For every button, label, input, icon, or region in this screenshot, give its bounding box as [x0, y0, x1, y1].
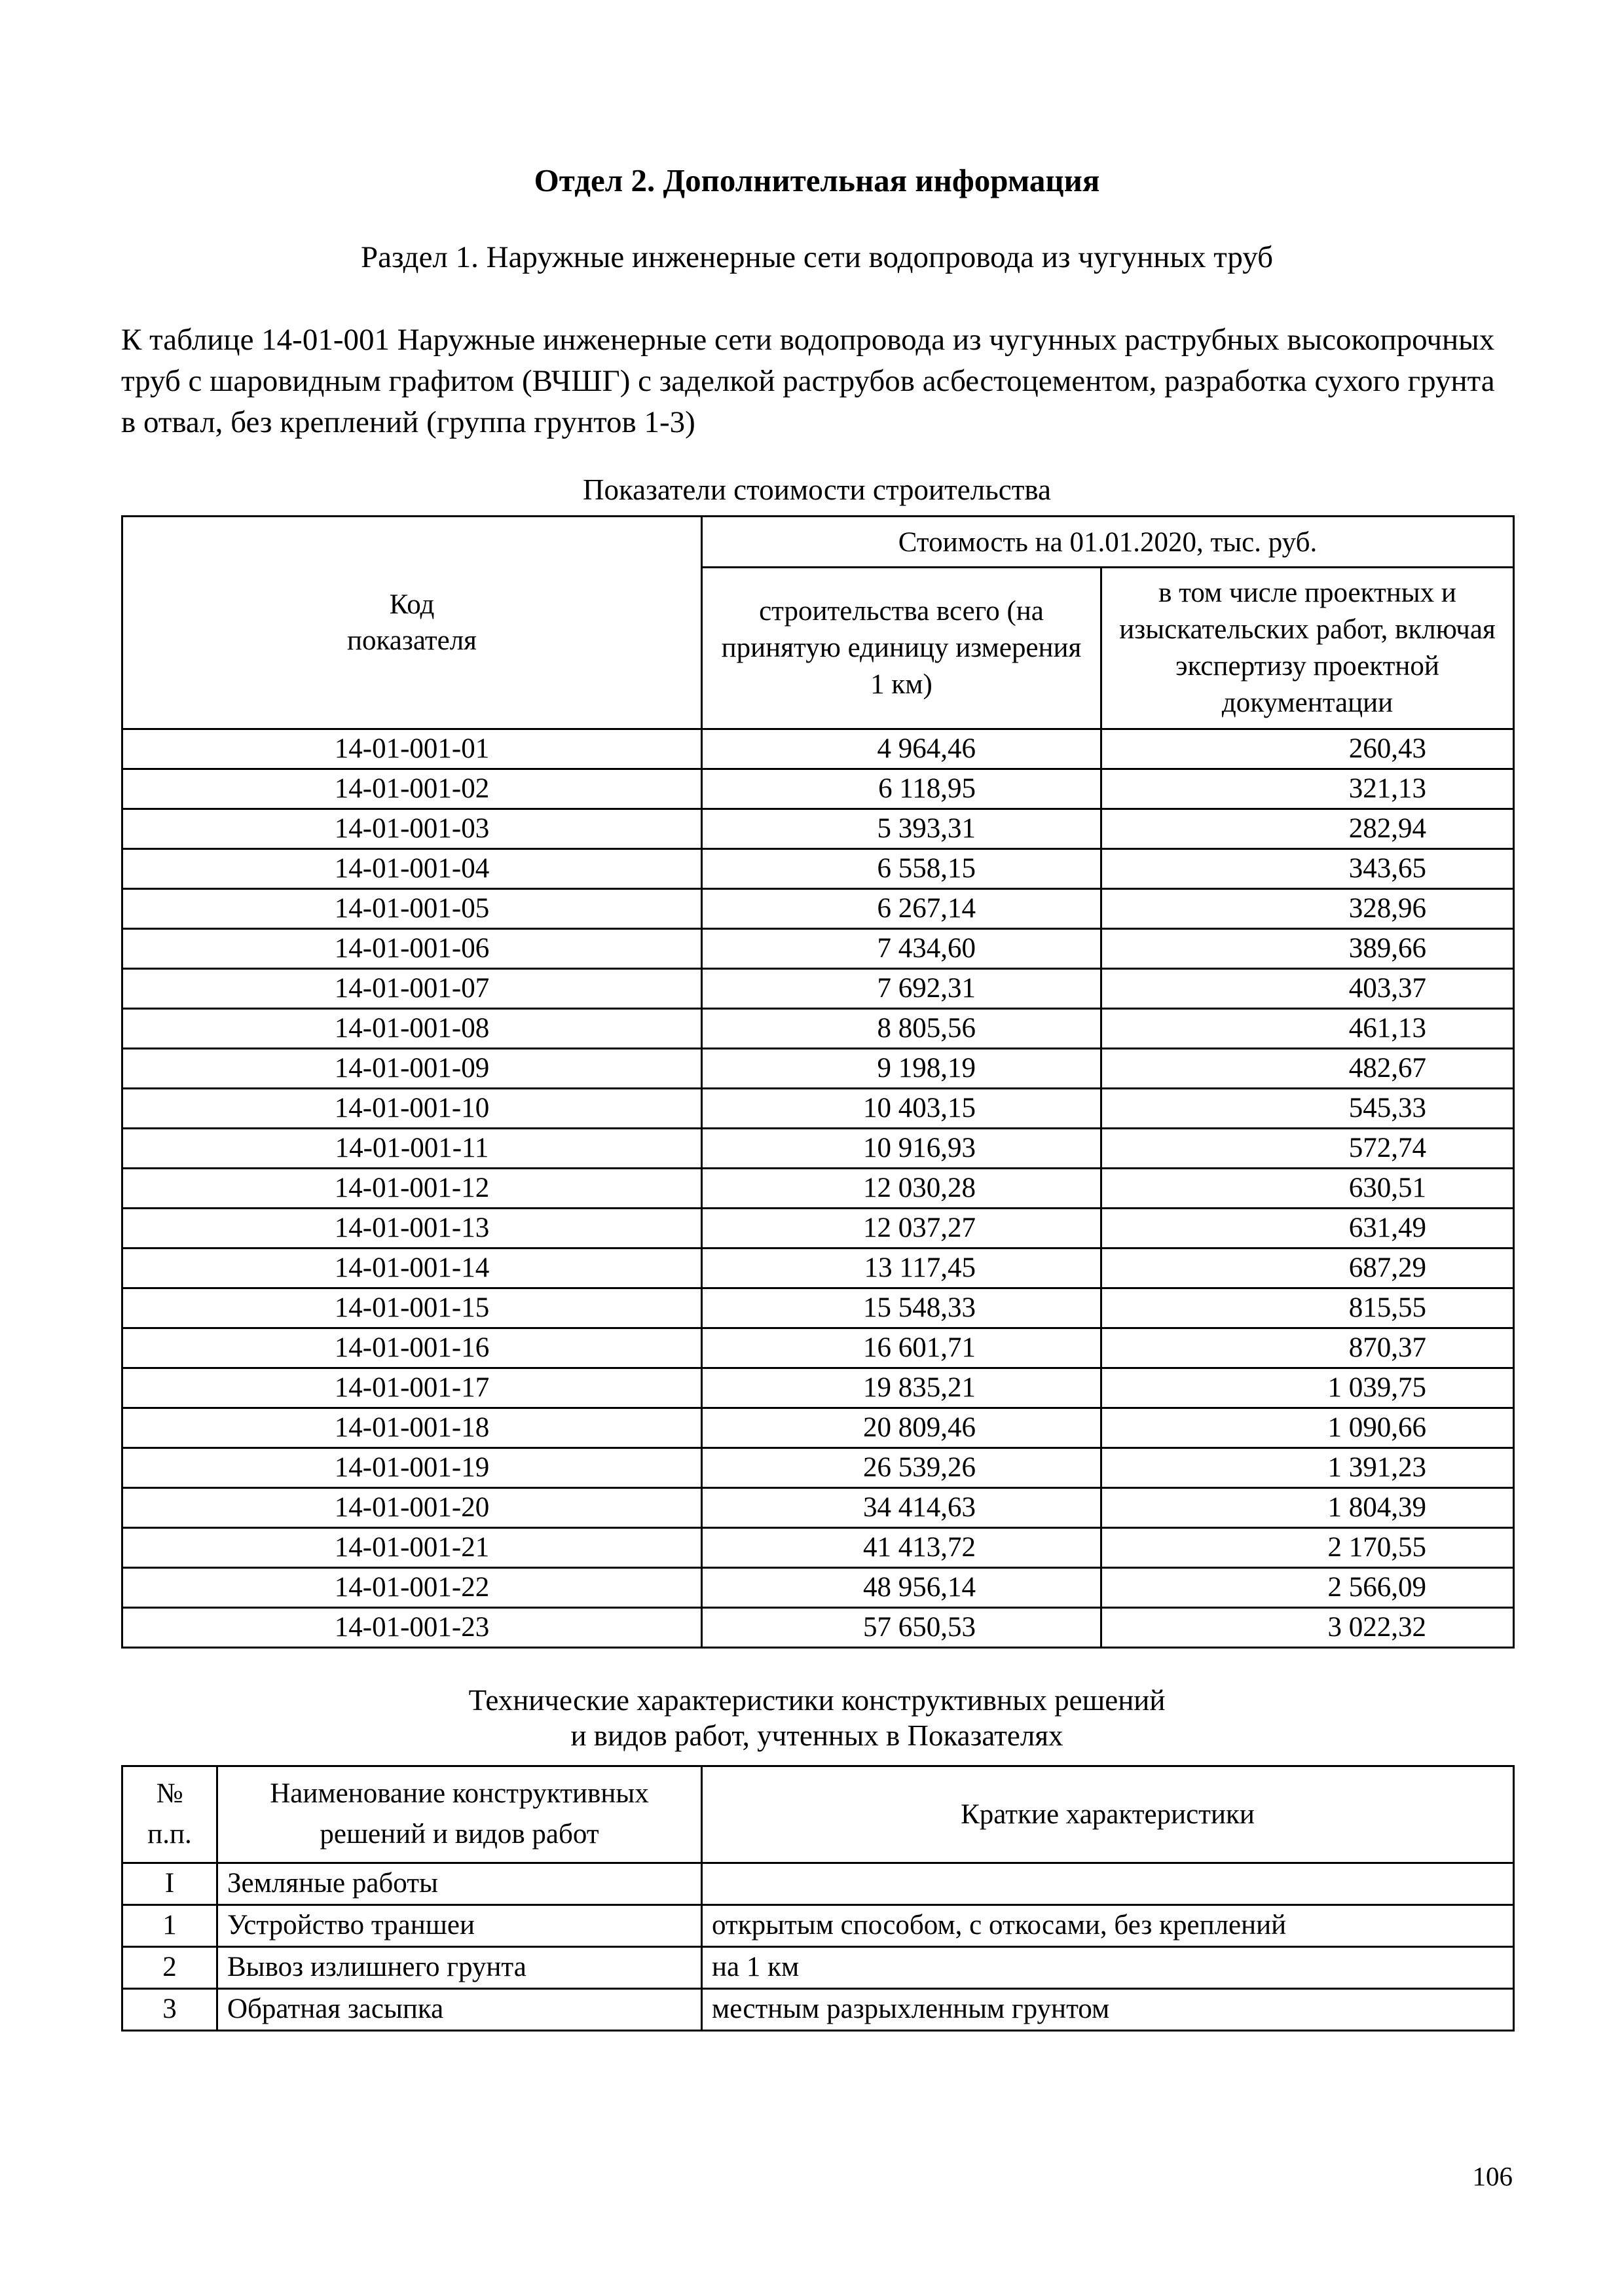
table-row: [122, 1487, 1514, 1527]
cell-code: 14-01-001-23: [122, 1607, 702, 1647]
header-total: строительства всего (на принятую единицу измерения 1 км): [702, 568, 1101, 729]
document-title: Отдел 2. Дополнительная информация: [534, 162, 1100, 198]
cell-design-cost: 631,49: [1101, 1208, 1514, 1248]
table-row: [122, 1368, 1514, 1408]
cell-design-cost: 687,29: [1101, 1248, 1514, 1288]
table-row: [122, 1904, 1514, 1946]
cell-total-cost: 41 413,72: [702, 1527, 1101, 1567]
table-row: [122, 1088, 1514, 1128]
tech-caption-line2: и видов работ, учтенных в Показателях: [570, 1719, 1063, 1752]
table-row: [122, 1988, 1514, 2030]
cell-design-cost: 545,33: [1101, 1088, 1514, 1128]
cell-design-cost: 282,94: [1101, 809, 1514, 848]
table-row: [122, 1448, 1514, 1487]
table-row: [122, 848, 1514, 888]
cell-code: 14-01-001-06: [122, 928, 702, 968]
table-row: [122, 888, 1514, 928]
header-name-line1: Наименование конструктивных: [270, 1777, 649, 1809]
tech-table-head: [122, 1766, 1514, 1863]
table-row: [122, 1408, 1514, 1448]
cell-code: 14-01-001-04: [122, 848, 702, 888]
cell-code: 14-01-001-01: [122, 729, 702, 769]
cell-characteristics: на 1 км: [702, 1946, 1514, 1988]
cell-design-cost: 260,43: [1101, 729, 1514, 769]
header-name-line2: решений и видов работ: [320, 1819, 599, 1850]
cell-total-cost: 5 393,31: [702, 809, 1101, 848]
cell-design-cost: 870,37: [1101, 1328, 1514, 1368]
header-number-line1: №: [156, 1777, 183, 1809]
cell-code: 14-01-001-07: [122, 968, 702, 1008]
cell-code: 14-01-001-02: [122, 769, 702, 809]
cost-table-body: [122, 729, 1514, 1647]
cell-code: 14-01-001-03: [122, 809, 702, 848]
cell-total-cost: 6 267,14: [702, 888, 1101, 928]
cell-name: Вывоз излишнего грунта: [217, 1946, 702, 1988]
table-row: [122, 1288, 1514, 1328]
intro-paragraph: К таблице 14-01-001 Наружные инженерные сети водопровода из чугунных раструбных высокопрочных труб с шаровидным графитом (ВЧШГ) с заделкой раструбов асбестоцементом, разработка сухого грунта в отвал, без креплений (группа грунтов 1-3): [121, 323, 1495, 440]
cell-code: 14-01-001-14: [122, 1248, 702, 1288]
cost-indicators-table: [121, 515, 1515, 1649]
cell-total-cost: 48 956,14: [702, 1567, 1101, 1607]
cell-code: 14-01-001-19: [122, 1448, 702, 1487]
cell-design-cost: 389,66: [1101, 928, 1514, 968]
cell-number: 1: [122, 1904, 217, 1946]
cell-name: Обратная засыпка: [217, 1988, 702, 2030]
table-row: [122, 1607, 1514, 1647]
header-number: [122, 1766, 217, 1863]
cell-code: 14-01-001-21: [122, 1527, 702, 1567]
cell-total-cost: 10 916,93: [702, 1128, 1101, 1168]
table-row: [122, 1248, 1514, 1288]
cost-table-header-row-1: [122, 517, 1514, 568]
table-row: [122, 729, 1514, 769]
cell-total-cost: 6 118,95: [702, 769, 1101, 809]
cell-code: 14-01-001-09: [122, 1048, 702, 1088]
cell-total-cost: 15 548,33: [702, 1288, 1101, 1328]
table-row: [122, 928, 1514, 968]
cell-design-cost: 1 804,39: [1101, 1487, 1514, 1527]
cell-total-cost: 16 601,71: [702, 1328, 1101, 1368]
table-row: [122, 1168, 1514, 1208]
page-content: [121, 0, 1513, 2032]
cell-number: 2: [122, 1946, 217, 1988]
tech-table-body: [122, 1863, 1514, 2030]
cell-characteristics: открытым способом, с откосами, без креплений: [702, 1904, 1514, 1946]
cell-total-cost: 4 964,46: [702, 729, 1101, 769]
table-row: [122, 1048, 1514, 1088]
cell-total-cost: 7 692,31: [702, 968, 1101, 1008]
tech-table-caption: [121, 1683, 1513, 1753]
cell-design-cost: 461,13: [1101, 1008, 1514, 1048]
header-name: [217, 1766, 702, 1863]
table-row: [122, 968, 1514, 1008]
cell-total-cost: 10 403,15: [702, 1088, 1101, 1128]
cell-total-cost: 26 539,26: [702, 1448, 1101, 1487]
table-row: [122, 809, 1514, 848]
section-title: Раздел 1. Наружные инженерные сети водопровода из чугунных труб: [360, 240, 1274, 275]
table-row: [122, 1946, 1514, 1988]
cell-design-cost: 1 039,75: [1101, 1368, 1514, 1408]
table-row: [122, 1008, 1514, 1048]
cell-design-cost: 1 090,66: [1101, 1408, 1514, 1448]
cell-total-cost: 20 809,46: [702, 1408, 1101, 1448]
header-cost-span: Стоимость на 01.01.2020, тыс. руб.: [702, 517, 1514, 568]
cell-total-cost: 34 414,63: [702, 1487, 1101, 1527]
header-code-line1: Код: [389, 589, 435, 621]
cell-name: Земляные работы: [217, 1863, 702, 1904]
cell-total-cost: 12 037,27: [702, 1208, 1101, 1248]
cell-code: 14-01-001-18: [122, 1408, 702, 1448]
cell-total-cost: 7 434,60: [702, 928, 1101, 968]
cost-table-caption: Показатели стоимости строительства: [582, 473, 1051, 507]
cell-name: Устройство траншеи: [217, 1904, 702, 1946]
cell-design-cost: 572,74: [1101, 1128, 1514, 1168]
cell-code: 14-01-001-15: [122, 1288, 702, 1328]
cell-code: 14-01-001-05: [122, 888, 702, 928]
cell-code: 14-01-001-12: [122, 1168, 702, 1208]
cell-design-cost: 403,37: [1101, 968, 1514, 1008]
header-code: [122, 517, 702, 729]
cell-code: 14-01-001-22: [122, 1567, 702, 1607]
cell-design-cost: 815,55: [1101, 1288, 1514, 1328]
technical-characteristics-table: [121, 1765, 1515, 2032]
cell-total-cost: 13 117,45: [702, 1248, 1101, 1288]
table-row: [122, 1328, 1514, 1368]
cell-design-cost: 3 022,32: [1101, 1607, 1514, 1647]
cell-code: 14-01-001-16: [122, 1328, 702, 1368]
cell-code: 14-01-001-13: [122, 1208, 702, 1248]
cell-total-cost: 6 558,15: [702, 848, 1101, 888]
cell-design-cost: 1 391,23: [1101, 1448, 1514, 1487]
header-code-line2: показателя: [347, 625, 477, 657]
header-number-line2: п.п.: [147, 1819, 192, 1850]
page-number: 106: [1472, 2161, 1513, 2191]
cell-design-cost: 328,96: [1101, 888, 1514, 928]
cell-code: 14-01-001-20: [122, 1487, 702, 1527]
cell-code: 14-01-001-11: [122, 1128, 702, 1168]
cell-code: 14-01-001-17: [122, 1368, 702, 1408]
table-row: [122, 1128, 1514, 1168]
cell-design-cost: 2 566,09: [1101, 1567, 1514, 1607]
cell-total-cost: 9 198,19: [702, 1048, 1101, 1088]
cell-total-cost: 12 030,28: [702, 1168, 1101, 1208]
table-row: [122, 1567, 1514, 1607]
tech-table-header-row: [122, 1766, 1514, 1863]
cell-code: 14-01-001-10: [122, 1088, 702, 1128]
table-row: [122, 1863, 1514, 1904]
cell-design-cost: 321,13: [1101, 769, 1514, 809]
table-row: [122, 1527, 1514, 1567]
cell-total-cost: 8 805,56: [702, 1008, 1101, 1048]
cell-design-cost: 482,67: [1101, 1048, 1514, 1088]
cell-total-cost: 57 650,53: [702, 1607, 1101, 1647]
header-design: в том числе проектных и изыскательских работ, включая экспертизу проектной документации: [1101, 568, 1514, 729]
cell-design-cost: 630,51: [1101, 1168, 1514, 1208]
tech-caption-line1: Технические характеристики конструктивных решений: [468, 1683, 1166, 1717]
cell-design-cost: 343,65: [1101, 848, 1514, 888]
cell-total-cost: 19 835,21: [702, 1368, 1101, 1408]
header-characteristics: Краткие характеристики: [702, 1766, 1514, 1863]
table-row: [122, 1208, 1514, 1248]
table-row: [122, 769, 1514, 809]
cell-design-cost: 2 170,55: [1101, 1527, 1514, 1567]
cost-table-head: [122, 517, 1514, 729]
cell-code: 14-01-001-08: [122, 1008, 702, 1048]
cell-number: I: [122, 1863, 217, 1904]
cell-characteristics: [702, 1863, 1514, 1904]
cell-number: 3: [122, 1988, 217, 2030]
cell-characteristics: местным разрыхленным грунтом: [702, 1988, 1514, 2030]
